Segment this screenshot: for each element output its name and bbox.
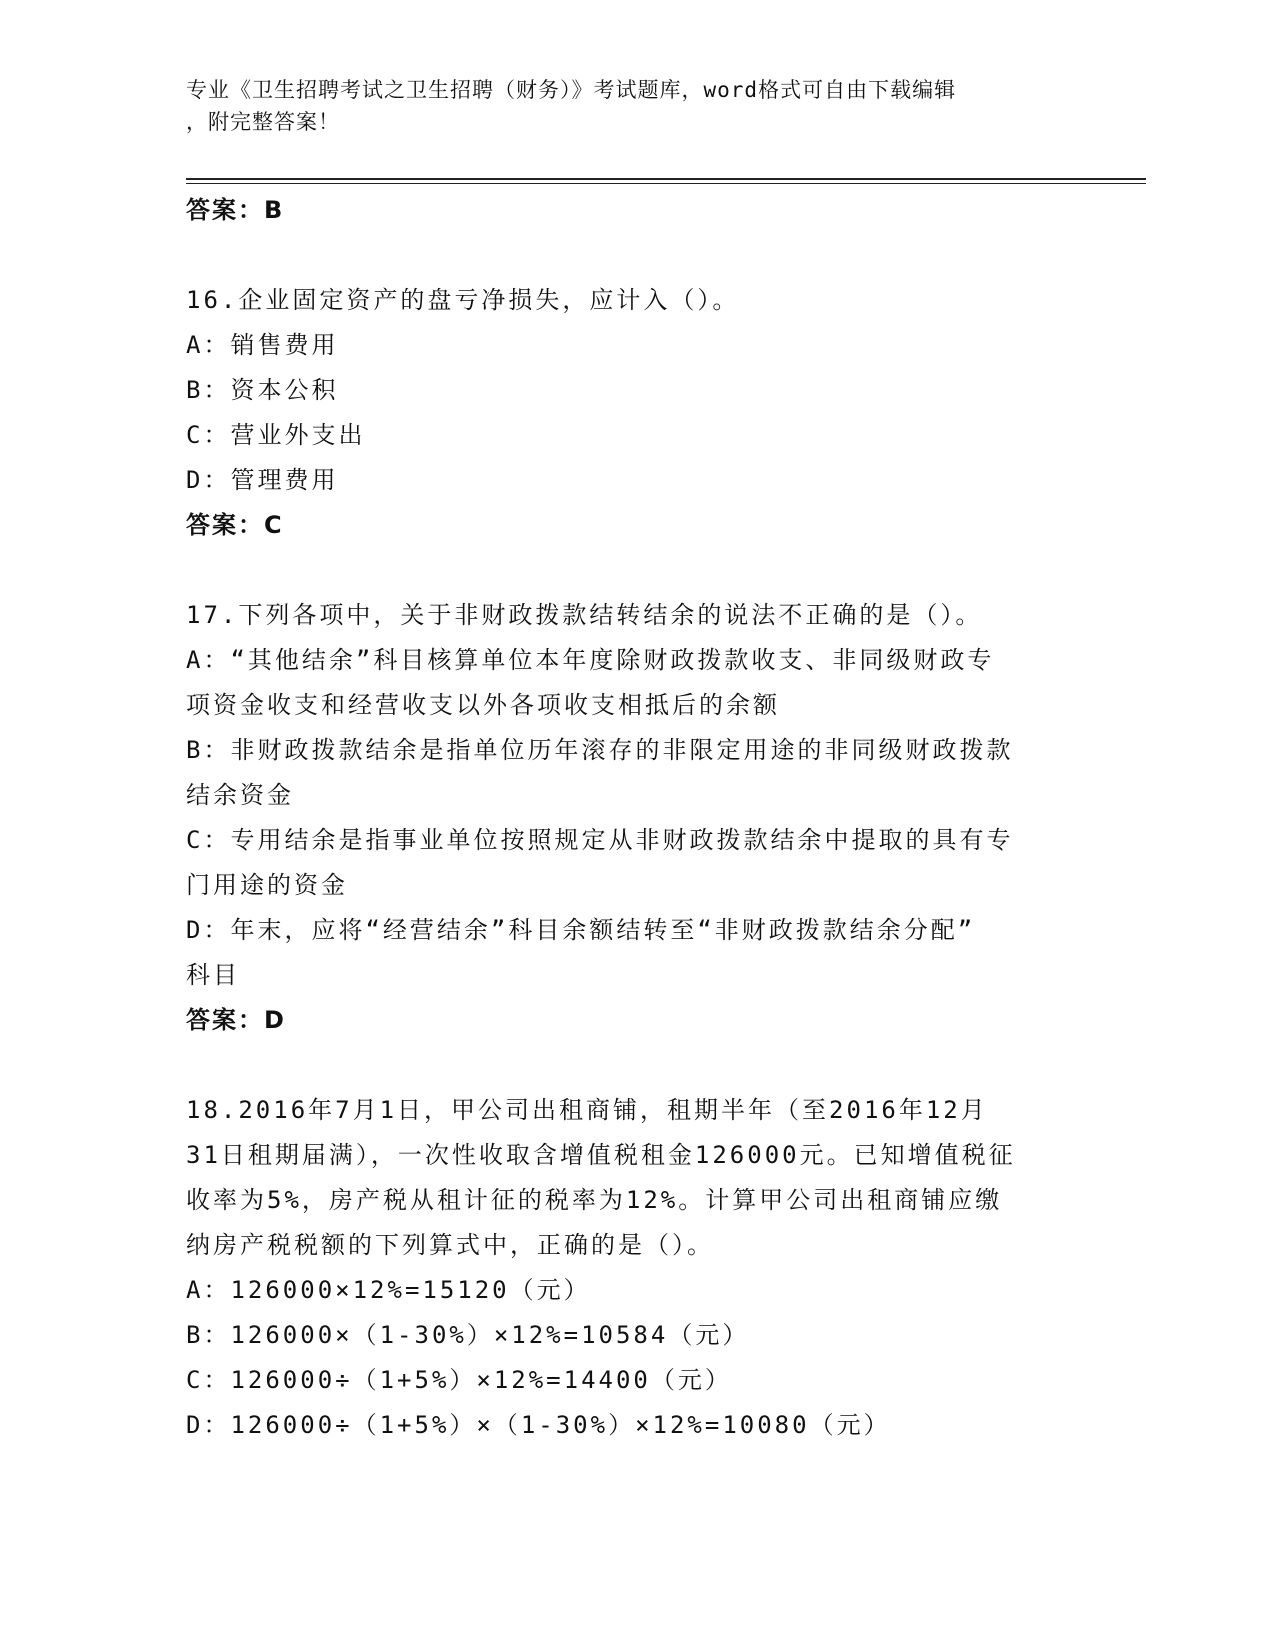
option-c: C：专用结余是指事业单位按照规定从非财政拨款结余中提取的具有专 <box>186 826 1014 854</box>
option-d-continued: 科目 <box>186 961 240 989</box>
option-a-continued: 项资金收支和经营收支以外各项收支相抵后的余额 <box>186 691 780 719</box>
answer: 答案：D <box>186 1006 286 1034</box>
option-b: B：资本公积 <box>186 376 339 404</box>
question-content <box>186 188 1086 1448</box>
header-line-1: 专业《卫生招聘考试之卫生招聘（财务）》考试题库，word格式可自由下载编辑 <box>186 78 957 102</box>
option-c: C：营业外支出 <box>186 421 366 449</box>
answer: 答案：C <box>186 511 284 539</box>
page-header <box>186 74 1066 138</box>
question-16 <box>186 278 1086 548</box>
option-a: A：126000×12%=15120（元） <box>186 1276 591 1304</box>
header-rule-thick <box>186 178 1146 180</box>
question-stem: 17.下列各项中，关于非财政拨款结转结余的说法不正确的是（）。 <box>186 601 983 629</box>
question-18 <box>186 1088 1086 1448</box>
option-d: D：年末，应将“经营结余”科目余额结转至“非财政拨款结余分配” <box>186 916 976 944</box>
spacer <box>186 233 1086 278</box>
option-d: D：126000÷（1+5%）×（1-30%）×12%=10080（元） <box>186 1411 891 1439</box>
question-stem: 18.2016年7月1日，甲公司出租商铺，租期半年（至2016年12月 <box>186 1096 988 1124</box>
header-line-2: ，附完整答案！ <box>186 110 340 134</box>
answer-prev: 答案：B <box>186 196 285 224</box>
question-stem-continued: 31日租期届满），一次性收取含增值税租金126000元。已知增值税征 <box>186 1141 1016 1169</box>
spacer <box>186 1043 1086 1088</box>
option-a: A：“其他结余”科目核算单位本年度除财政拨款收支、非同级财政专 <box>186 646 995 674</box>
question-stem: 16.企业固定资产的盘亏净损失，应计入（）。 <box>186 286 740 314</box>
question-stem-continued: 纳房产税税额的下列算式中，正确的是（）。 <box>186 1231 714 1259</box>
question-17 <box>186 593 1086 1043</box>
header-rule-thin <box>186 183 1146 184</box>
spacer <box>186 548 1086 593</box>
question-stem-continued: 收率为5%，房产税从租计征的税率为12%。计算甲公司出租商铺应缴 <box>186 1186 1003 1214</box>
option-b-continued: 结余资金 <box>186 781 294 809</box>
option-d: D：管理费用 <box>186 466 339 494</box>
option-b: B：非财政拨款结余是指单位历年滚存的非限定用途的非同级财政拨款 <box>186 736 1014 764</box>
option-b: B：126000×（1-30%）×12%=10584（元） <box>186 1321 750 1349</box>
option-c: C：126000÷（1+5%）×12%=14400（元） <box>186 1366 732 1394</box>
option-c-continued: 门用途的资金 <box>186 871 348 899</box>
option-a: A：销售费用 <box>186 331 339 359</box>
